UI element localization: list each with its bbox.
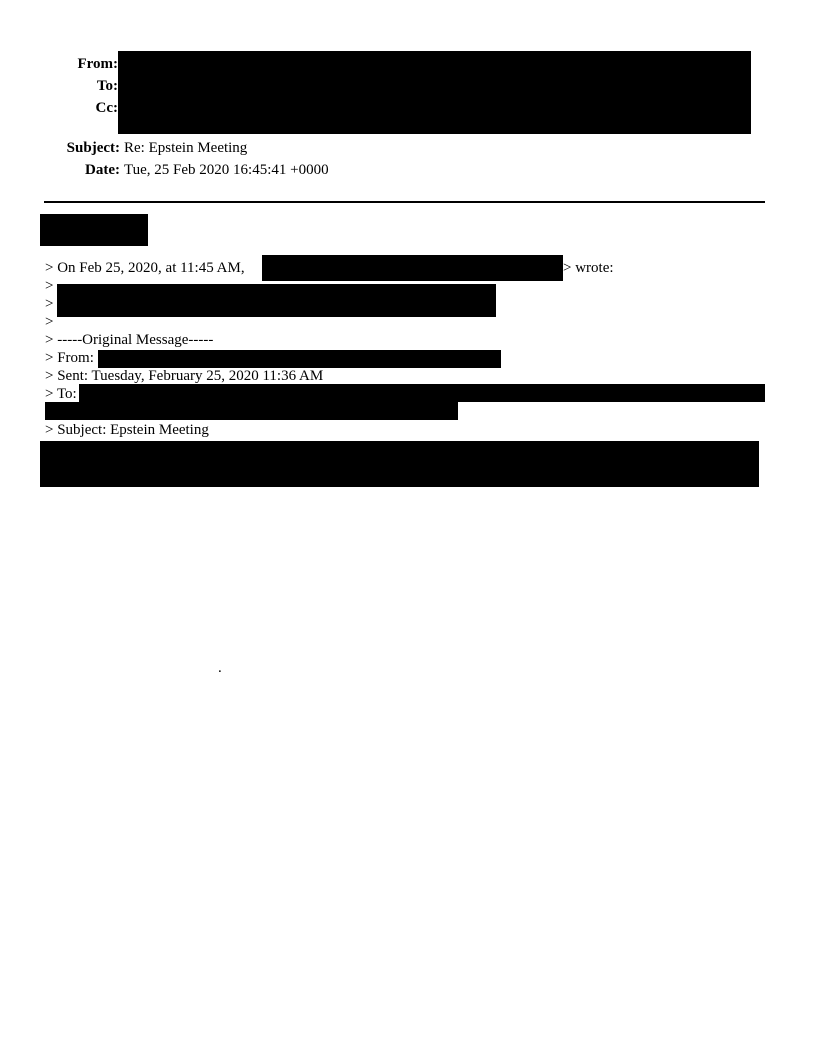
redaction-block-recipients bbox=[118, 51, 751, 134]
redaction-block-quoted-text bbox=[57, 284, 496, 317]
original-to-label: > To: bbox=[45, 386, 77, 402]
original-subject-line: > Subject: Epstein Meeting bbox=[45, 422, 209, 438]
redaction-block-sender bbox=[262, 255, 563, 281]
redaction-block-original-to-cont bbox=[45, 402, 458, 420]
original-message-separator: > -----Original Message----- bbox=[45, 332, 214, 348]
original-sent-line: > Sent: Tuesday, February 25, 2020 11:36 AM bbox=[45, 368, 324, 384]
original-from-label: > From: bbox=[45, 350, 94, 366]
redaction-block-original-body bbox=[40, 441, 759, 487]
subject-label: Subject: bbox=[66, 140, 120, 156]
date-value: Tue, 25 Feb 2020 16:45:41 +0000 bbox=[124, 162, 329, 178]
redaction-block-original-to bbox=[79, 384, 765, 402]
to-label: To: bbox=[96, 78, 118, 94]
subject-value: Re: Epstein Meeting bbox=[124, 140, 248, 156]
from-label: From: bbox=[77, 56, 118, 72]
quoted-wrote-suffix: > wrote: bbox=[563, 260, 614, 276]
stray-mark: . bbox=[218, 660, 222, 676]
redaction-block-reply bbox=[40, 214, 148, 246]
quote-marker: > bbox=[45, 314, 54, 330]
quoted-wrote-prefix: > On Feb 25, 2020, at 11:45 AM, bbox=[45, 260, 245, 276]
quote-marker: > bbox=[45, 296, 54, 312]
date-label: Date: bbox=[85, 162, 120, 178]
redaction-block-original-from bbox=[98, 350, 501, 368]
quote-marker: > bbox=[45, 278, 54, 294]
cc-label: Cc: bbox=[95, 100, 118, 116]
header-divider bbox=[44, 201, 765, 203]
